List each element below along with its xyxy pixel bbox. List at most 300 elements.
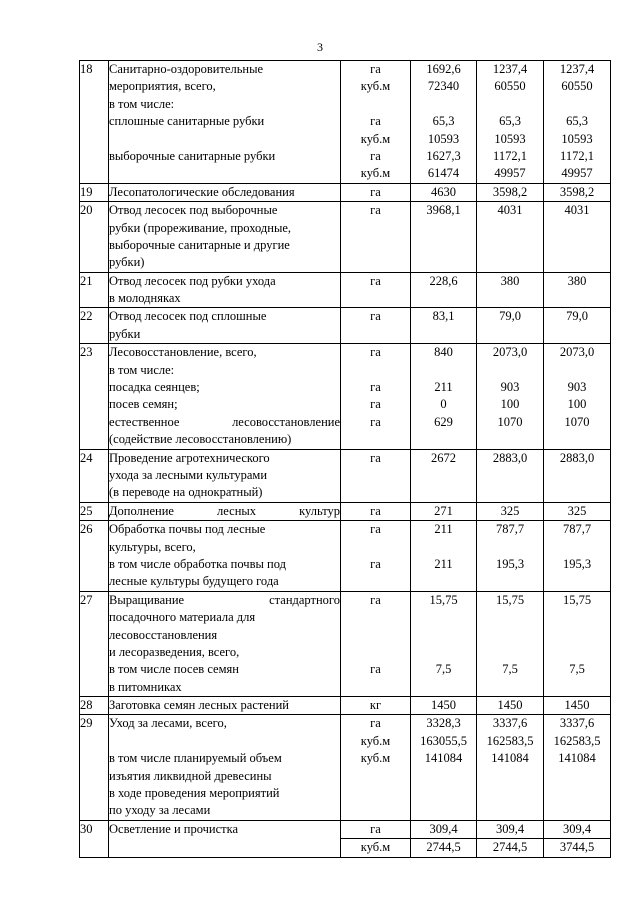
unit-value	[341, 96, 410, 113]
activity-name-line	[109, 131, 340, 148]
table-row	[80, 715, 611, 820]
value-cell-c1	[411, 820, 477, 838]
activity-name-line: в молодняках	[109, 291, 181, 306]
value: 7,5	[502, 662, 518, 677]
value: 3328,3	[426, 716, 461, 731]
value: 211	[434, 380, 453, 395]
unit-value	[341, 609, 410, 626]
activity-name-line: посадка сеянцев;	[109, 380, 200, 395]
value-cell-c2	[477, 202, 544, 273]
value: 141084	[491, 751, 529, 766]
unit-value: куб.м	[360, 751, 391, 766]
activity-name-cell	[109, 820, 341, 857]
value: 228,6	[429, 273, 458, 288]
value	[544, 768, 610, 785]
unit-cell	[341, 308, 411, 344]
value	[477, 679, 543, 696]
activity-name-line: рубки	[109, 326, 141, 341]
value-cell-c1	[411, 202, 477, 273]
value	[544, 539, 610, 556]
value: 4031	[497, 203, 523, 218]
table-row	[80, 502, 611, 520]
value-cell-c3	[544, 715, 611, 820]
value: 1172,1	[493, 148, 527, 163]
row-number: 28	[80, 698, 93, 713]
value: 65,3	[432, 114, 455, 129]
unit-cell	[341, 697, 411, 715]
unit-value: га	[370, 662, 381, 677]
unit-value	[341, 644, 410, 661]
activity-name-line: Заготовка семян лесных растений	[109, 698, 289, 713]
value: 4630	[431, 184, 456, 199]
activity-name-line: лесные культуры будущего года	[109, 574, 279, 589]
value: 3968,1	[426, 203, 461, 218]
unit-value: куб.м	[360, 131, 391, 146]
value-cell-c3	[544, 591, 611, 696]
unit-value: га	[370, 503, 381, 518]
activity-name-cell	[109, 308, 341, 344]
value-cell-c1	[411, 344, 477, 449]
value-cell-c3	[544, 183, 611, 201]
activity-name-line: естественное лесовосстановление	[109, 414, 340, 429]
value	[411, 785, 476, 802]
unit-value	[341, 768, 410, 785]
activity-name-line: сплошные санитарные рубки	[109, 114, 265, 129]
unit-value: га	[370, 716, 381, 731]
unit-value: га	[370, 450, 381, 465]
value: 49957	[494, 166, 526, 181]
value: 2744,5	[492, 840, 528, 855]
value-cell-c3	[544, 344, 611, 449]
value: 2073,0	[559, 345, 595, 360]
value-cell-c2	[477, 183, 544, 201]
value-cell-c3	[544, 61, 611, 184]
unit-cell	[341, 183, 411, 201]
value: 211	[434, 522, 453, 537]
activity-name-line: Выращивание стандартного	[109, 592, 340, 607]
row-number: 29	[80, 716, 93, 731]
value-cell-c2	[477, 820, 544, 838]
value	[411, 539, 476, 556]
value: 100	[500, 397, 520, 412]
activity-name-line	[109, 733, 340, 750]
value	[411, 362, 476, 379]
unit-value: га	[370, 148, 381, 163]
value	[477, 644, 543, 661]
value: 60550	[494, 79, 526, 94]
row-number: 20	[80, 203, 93, 218]
value: 1450	[431, 698, 456, 713]
value: 1450	[564, 698, 590, 713]
value-cell-c2	[477, 449, 544, 502]
value: 0	[440, 397, 447, 412]
value	[477, 768, 543, 785]
unit-value	[341, 539, 410, 556]
value: 309,4	[495, 821, 525, 836]
value-cell-c2	[477, 344, 544, 449]
unit-value: га	[370, 414, 381, 429]
unit-cell	[341, 202, 411, 273]
row-number-cell	[80, 272, 109, 308]
activity-name-line: Осветление и прочистка	[109, 821, 239, 836]
activity-name-line: выборочные санитарные и другие	[109, 237, 290, 252]
table-row	[80, 183, 611, 201]
value: 1237,4	[559, 62, 595, 76]
row-number-cell	[80, 591, 109, 696]
activity-name-line: по уходу за лесами	[109, 803, 211, 818]
unit-value: куб.м	[360, 166, 391, 181]
value: 10593	[494, 131, 526, 146]
activity-name-line: Санитарно-оздоровительные	[109, 62, 264, 76]
value-cell-c3	[544, 820, 611, 838]
value	[477, 539, 543, 556]
unit-cell	[341, 502, 411, 520]
value: 100	[567, 397, 587, 412]
activity-name-cell	[109, 591, 341, 696]
value: 271	[434, 503, 453, 518]
value	[477, 609, 543, 626]
activity-name-cell	[109, 183, 341, 201]
value	[411, 679, 476, 696]
value: 629	[434, 414, 453, 429]
value: 1237,4	[492, 62, 528, 76]
value	[411, 573, 476, 590]
activity-name-cell	[109, 521, 341, 592]
value: 2744,5	[426, 840, 461, 855]
row-number-cell	[80, 202, 109, 273]
activity-name-line: (содействие лесовосстановлению)	[109, 432, 292, 447]
value: 309,4	[562, 821, 592, 836]
value: 1627,3	[426, 148, 461, 163]
value-cell-c1	[411, 697, 477, 715]
value: 1172,1	[560, 148, 594, 163]
value	[544, 802, 610, 819]
unit-value	[341, 431, 410, 448]
value: 903	[567, 380, 587, 395]
value: 211	[434, 556, 453, 571]
activity-name-line: выборочные санитарные рубки	[109, 148, 276, 163]
activity-name-cell	[109, 272, 341, 308]
unit-value	[341, 785, 410, 802]
unit-value: куб.м	[360, 79, 391, 94]
value-cell-c3	[544, 502, 611, 520]
value: 141084	[558, 751, 596, 766]
unit-cell	[341, 449, 411, 502]
table-row	[80, 820, 611, 838]
unit-value: га	[370, 556, 381, 571]
value: 787,7	[562, 522, 592, 537]
value: 10593	[561, 131, 593, 146]
value	[411, 609, 476, 626]
activity-name-line	[109, 165, 340, 182]
row-number-cell	[80, 449, 109, 502]
activity-name-line: изъятия ликвидной древесины	[109, 768, 272, 783]
value-cell-c2	[477, 715, 544, 820]
value: 83,1	[432, 309, 455, 324]
unit-value	[341, 573, 410, 590]
value: 7,5	[435, 662, 452, 677]
value	[544, 96, 610, 113]
table-row	[80, 61, 611, 184]
table-row	[80, 344, 611, 449]
value-cell-c3	[544, 449, 611, 502]
value: 163055,5	[420, 733, 467, 748]
row-number: 18	[80, 62, 93, 76]
activity-name-cell	[109, 502, 341, 520]
value-cell-c2	[477, 61, 544, 184]
value: 79,0	[499, 309, 521, 324]
value-cell-c1	[411, 308, 477, 344]
value	[477, 96, 543, 113]
activity-name-line: Отвод лесосек под сплошные	[109, 309, 267, 324]
unit-cell	[341, 344, 411, 449]
activity-name-line: культуры, всего,	[109, 539, 196, 554]
activity-name-line: в питомниках	[109, 679, 182, 694]
activity-name-line: в том числе обработка почвы под	[109, 556, 286, 571]
table-row	[80, 272, 611, 308]
value	[544, 627, 610, 644]
value: 49957	[561, 166, 593, 181]
activity-name-line: рубки)	[109, 255, 145, 270]
value-cell-c1	[411, 715, 477, 820]
value-cell-c2	[477, 697, 544, 715]
unit-cell	[341, 61, 411, 184]
unit-value	[341, 362, 410, 379]
value-cell-c3	[544, 272, 611, 308]
value: 162583,5	[553, 733, 601, 748]
value-cell-c2	[477, 591, 544, 696]
activity-name-line: Обработка почвы под лесные	[109, 522, 266, 537]
activity-name-line: Лесовосстановление, всего,	[109, 345, 257, 360]
value-cell-c1	[411, 183, 477, 201]
value: 1070	[564, 414, 590, 429]
activity-name-line: в ходе проведения мероприятий	[109, 786, 280, 801]
table-row	[80, 202, 611, 273]
row-number-cell	[80, 715, 109, 820]
unit-value	[341, 627, 410, 644]
value-cell-c3	[544, 697, 611, 715]
activity-name-cell	[109, 697, 341, 715]
row-number-cell	[80, 502, 109, 520]
value-cell-c3	[544, 839, 611, 857]
unit-value: га	[370, 397, 381, 412]
row-number: 22	[80, 309, 93, 324]
value: 141084	[424, 751, 463, 766]
activity-name-line: посев семян;	[109, 397, 178, 412]
row-number: 19	[80, 184, 93, 199]
activity-name-line: мероприятия, всего,	[109, 79, 216, 94]
table-row	[80, 521, 611, 592]
value: 79,0	[566, 309, 588, 324]
activity-name-line: Отвод лесосек под выборочные	[109, 203, 278, 218]
unit-value: га	[370, 309, 381, 324]
page-number: 3	[317, 40, 323, 54]
value: 61474	[427, 166, 460, 181]
value: 10593	[427, 131, 460, 146]
value: 195,3	[562, 556, 592, 571]
row-number-cell	[80, 344, 109, 449]
value: 903	[500, 380, 520, 395]
value: 65,3	[566, 114, 588, 129]
value	[477, 785, 543, 802]
table-row	[80, 308, 611, 344]
activity-name-line: Лесопатологические обследования	[109, 184, 295, 199]
unit-value: куб.м	[360, 733, 391, 748]
value	[411, 431, 476, 448]
row-number: 24	[80, 450, 93, 465]
value: 4031	[564, 203, 590, 218]
unit-value: куб.м	[360, 840, 391, 855]
activity-name-line: в том числе:	[109, 96, 175, 111]
row-number: 27	[80, 592, 93, 607]
row-number: 30	[80, 821, 93, 836]
unit-value	[341, 679, 410, 696]
value: 325	[567, 503, 587, 518]
value: 2883,0	[559, 450, 595, 465]
activity-name-cell	[109, 202, 341, 273]
value: 3337,6	[559, 716, 595, 731]
unit-value	[341, 802, 410, 819]
value: 195,3	[495, 556, 525, 571]
value-cell-c2	[477, 272, 544, 308]
value: 3598,2	[559, 184, 595, 199]
value	[411, 96, 476, 113]
activity-name-cell	[109, 344, 341, 449]
value-cell-c2	[477, 839, 544, 857]
unit-value: га	[370, 821, 381, 836]
activity-name-line: посадочного материала для	[109, 610, 256, 625]
value: 1070	[497, 414, 523, 429]
activity-name-line: (в переводе на однократный)	[109, 485, 263, 500]
activity-name-line: Уход за лесами, всего,	[109, 716, 227, 731]
value-cell-c1	[411, 502, 477, 520]
value-cell-c3	[544, 308, 611, 344]
unit-value: га	[370, 203, 381, 218]
row-number: 23	[80, 345, 93, 360]
value: 380	[567, 273, 587, 288]
value	[544, 644, 610, 661]
unit-cell	[341, 272, 411, 308]
value: 840	[434, 345, 453, 360]
activity-name-line: Дополнение лесных культур	[109, 503, 340, 518]
row-number: 25	[80, 503, 93, 518]
row-number-cell	[80, 521, 109, 592]
unit-cell	[341, 521, 411, 592]
activity-name-line: Отвод лесосек под рубки ухода	[109, 273, 276, 288]
value	[411, 627, 476, 644]
activity-name-line: в том числе планируемый объем	[109, 751, 282, 766]
value	[477, 802, 543, 819]
value	[544, 679, 610, 696]
unit-value: га	[370, 184, 381, 199]
value: 2672	[431, 450, 456, 465]
value-cell-c2	[477, 521, 544, 592]
value: 15,75	[495, 592, 525, 607]
value: 2883,0	[492, 450, 528, 465]
unit-value: га	[370, 592, 381, 607]
value	[477, 362, 543, 379]
activity-name-line: ухода за лесными культурами	[109, 467, 268, 482]
value-cell-c1	[411, 449, 477, 502]
value: 1692,6	[426, 62, 461, 76]
unit-value: кг	[369, 698, 382, 713]
value	[477, 431, 543, 448]
value-cell-c1	[411, 839, 477, 857]
value: 15,75	[562, 592, 592, 607]
activity-name-line: и лесоразведения, всего,	[109, 644, 240, 659]
activity-name-line: лесовосстановления	[109, 627, 218, 642]
value	[477, 627, 543, 644]
value: 60550	[561, 79, 593, 94]
value: 162583,5	[486, 733, 534, 748]
row-number-cell	[80, 820, 109, 857]
value: 3598,2	[492, 184, 528, 199]
activity-name-line: Проведение агротехнического	[109, 450, 270, 465]
activity-name-line: рубки (прореживание, проходные,	[109, 220, 292, 235]
value-cell-c1	[411, 61, 477, 184]
unit-value: га	[370, 522, 381, 537]
value-cell-c2	[477, 308, 544, 344]
value	[544, 431, 610, 448]
row-number: 21	[80, 273, 93, 288]
unit-cell	[341, 839, 411, 857]
value: 7,5	[569, 662, 585, 677]
row-number: 26	[80, 522, 93, 537]
row-number-cell	[80, 183, 109, 201]
activity-name-cell	[109, 449, 341, 502]
unit-value: га	[370, 273, 381, 288]
value: 65,3	[499, 114, 521, 129]
row-number-cell	[80, 61, 109, 184]
activity-name-line: в том числе посев семян	[109, 662, 239, 677]
value: 380	[500, 273, 520, 288]
activity-name-line: в том числе:	[109, 362, 175, 377]
value: 325	[500, 503, 520, 518]
value: 3744,5	[559, 840, 595, 855]
row-number-cell	[80, 697, 109, 715]
value-cell-c1	[411, 272, 477, 308]
value-cell-c3	[544, 521, 611, 592]
unit-cell	[341, 715, 411, 820]
value	[411, 802, 476, 819]
value	[411, 768, 476, 785]
row-number-cell	[80, 308, 109, 344]
value: 309,4	[429, 821, 458, 836]
value-cell-c3	[544, 202, 611, 273]
value: 72340	[427, 79, 460, 94]
value	[477, 573, 543, 590]
value: 15,75	[429, 592, 458, 607]
value	[544, 609, 610, 626]
unit-value: га	[370, 62, 381, 76]
value-cell-c1	[411, 521, 477, 592]
unit-value: га	[370, 380, 381, 395]
value-cell-c2	[477, 502, 544, 520]
value	[544, 785, 610, 802]
unit-value: га	[370, 345, 381, 360]
forestry-activities-table	[79, 60, 611, 858]
unit-value: га	[370, 114, 381, 129]
table-row	[80, 697, 611, 715]
value	[544, 362, 610, 379]
table-row	[80, 449, 611, 502]
table-row	[80, 591, 611, 696]
unit-cell	[341, 591, 411, 696]
activity-name-cell	[109, 61, 341, 184]
activity-name-cell	[109, 715, 341, 820]
value	[411, 644, 476, 661]
value: 2073,0	[492, 345, 528, 360]
